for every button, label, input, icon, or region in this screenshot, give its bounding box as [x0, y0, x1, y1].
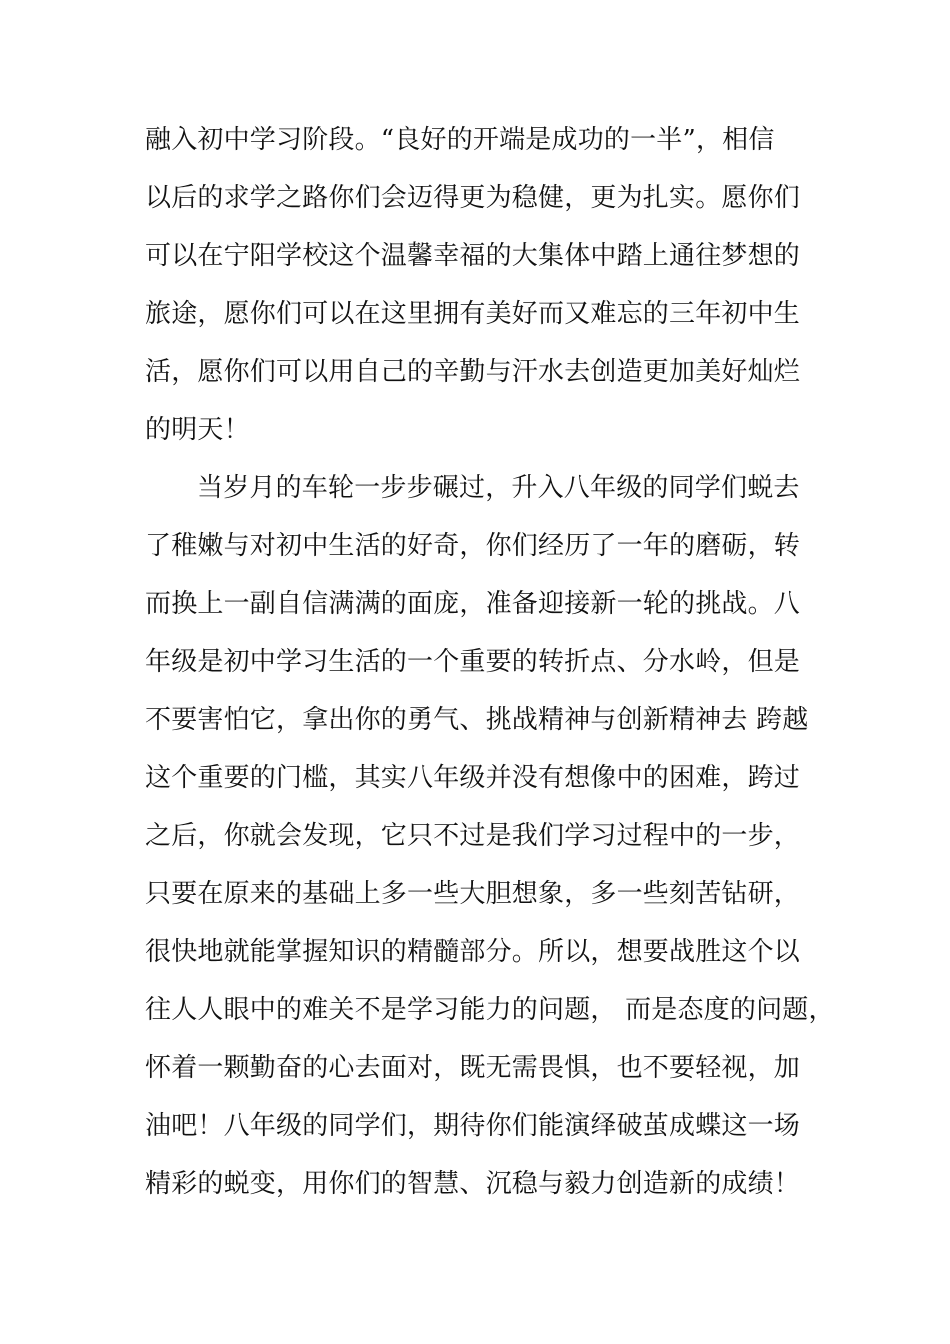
paragraph-2-line-5: 不要害怕它，拿出你的勇气、挑战精神与创新精神去 跨越 [145, 705, 809, 735]
paragraph-1-line-3: 可以在宁阳学校这个温馨幸福的大集体中踏上通往梦想的 [145, 241, 801, 271]
paragraph-2-line-1: 当岁月的车轮一步步碾过，升入八年级的同学们蜕去 [197, 473, 800, 503]
paragraph-2-line-4: 年级是初中学习生活的一个重要的转折点、分水岭，但是 [145, 647, 801, 677]
paragraph-1-line-2: 以后的求学之路你们会迈得更为稳健，更为扎实。愿你们 [145, 183, 801, 213]
paragraph-2-line-2: 了稚嫩与对初中生活的好奇，你们经历了一年的磨砺，转 [145, 531, 801, 561]
paragraph-2-line-13: 精彩的蜕变，用你们的智慧、沉稳与毅力创造新的成绩！ [145, 1169, 801, 1199]
paragraph-2-line-8: 只要在原来的基础上多一些大胆想象，多一些刻苦钻研， [145, 879, 801, 909]
paragraph-2-line-12: 油吧！八年级的同学们，期待你们能演绎破茧成蝶这一场 [145, 1111, 801, 1141]
paragraph-1-line-1: 融入初中学习阶段。“良好的开端是成功的一半”，相信 [145, 125, 775, 155]
paragraph-2-line-10: 往人人眼中的难关不是学习能力的问题， 而是态度的问题， [145, 995, 835, 1025]
paragraph-2-line-11: 怀着一颗勤奋的心去面对，既无需畏惧，也不要轻视，加 [145, 1053, 801, 1083]
paragraph-1-line-4: 旅途，愿你们可以在这里拥有美好而又难忘的三年初中生 [145, 299, 801, 329]
paragraph-2-line-6: 这个重要的门槛，其实八年级并没有想像中的困难，跨过 [145, 763, 801, 793]
paragraph-2-line-7: 之后，你就会发现，它只不过是我们学习过程中的一步， [145, 821, 801, 851]
paragraph-1-line-6: 的明天！ [145, 415, 250, 445]
paragraph-2-line-3: 而换上一副自信满满的面庞，准备迎接新一轮的挑战。八 [145, 589, 801, 619]
paragraph-1-line-5: 活，愿你们可以用自己的辛勤与汗水去创造更加美好灿烂 [145, 357, 801, 387]
paragraph-2-line-9: 很快地就能掌握知识的精髓部分。所以，想要战胜这个以 [145, 937, 801, 967]
